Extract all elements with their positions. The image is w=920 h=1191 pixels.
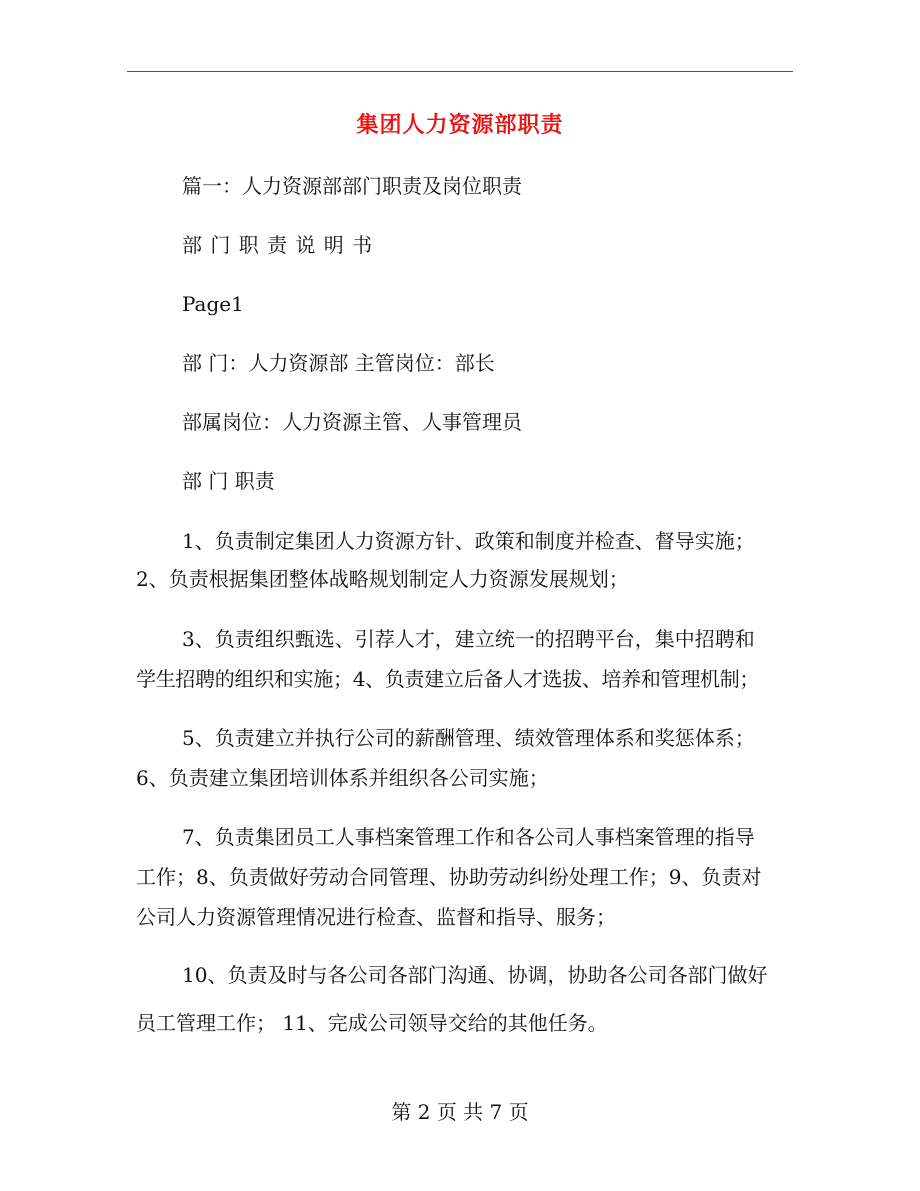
section-heading: 篇一：人力资源部部门职责及岗位职责 — [182, 174, 522, 198]
duty-line: 7、负责集团员工人事档案管理工作和各公司人事档案管理的指导 — [182, 825, 755, 849]
subordinate-positions: 部属岗位：人力资源主管、人事管理员 — [182, 410, 522, 434]
page-label: Page1 — [182, 292, 244, 316]
page-number-footer: 第 2 页 共 7 页 — [391, 1100, 529, 1124]
duty-line: 5、负责建立并执行公司的薪酬管理、绩效管理体系和奖惩体系； — [182, 726, 755, 750]
duty-line: 学生招聘的组织和实施；4、负责建立后备人才选拔、培养和管理机制； — [136, 667, 760, 691]
duty-line: 3、负责组织甄选、引荐人才，建立统一的招聘平台，集中招聘和 — [182, 627, 755, 651]
department-info: 部 门：人力资源部 主管岗位：部长 — [182, 351, 495, 375]
duty-line: 工作；8、负责做好劳动合同管理、协助劳动纠纷处理工作；9、负责对 — [136, 865, 762, 889]
department-duties-heading: 部 门 职责 — [182, 469, 275, 493]
header-rule — [127, 71, 793, 72]
document-title: 集团人力资源部职责 — [356, 112, 564, 138]
duty-line: 10、负责及时与各公司各部门沟通、协调，协助各公司各部门做好 — [182, 963, 768, 987]
duty-line: 2、负责根据集团整体战略规划制定人力资源发展规划； — [136, 567, 629, 591]
manual-heading: 部 门 职 责 说 明 书 — [182, 233, 374, 257]
duty-line: 1、负责制定集团人力资源方针、政策和制度并检查、督导实施； — [182, 529, 755, 553]
duty-line: 公司人力资源管理情况进行检查、监督和指导、服务； — [136, 905, 616, 929]
duty-line: 6、负责建立集团培训体系并组织各公司实施； — [136, 766, 549, 790]
duty-line: 员工管理工作； 11、完成公司领导交给的其他任务。 — [136, 1011, 608, 1035]
